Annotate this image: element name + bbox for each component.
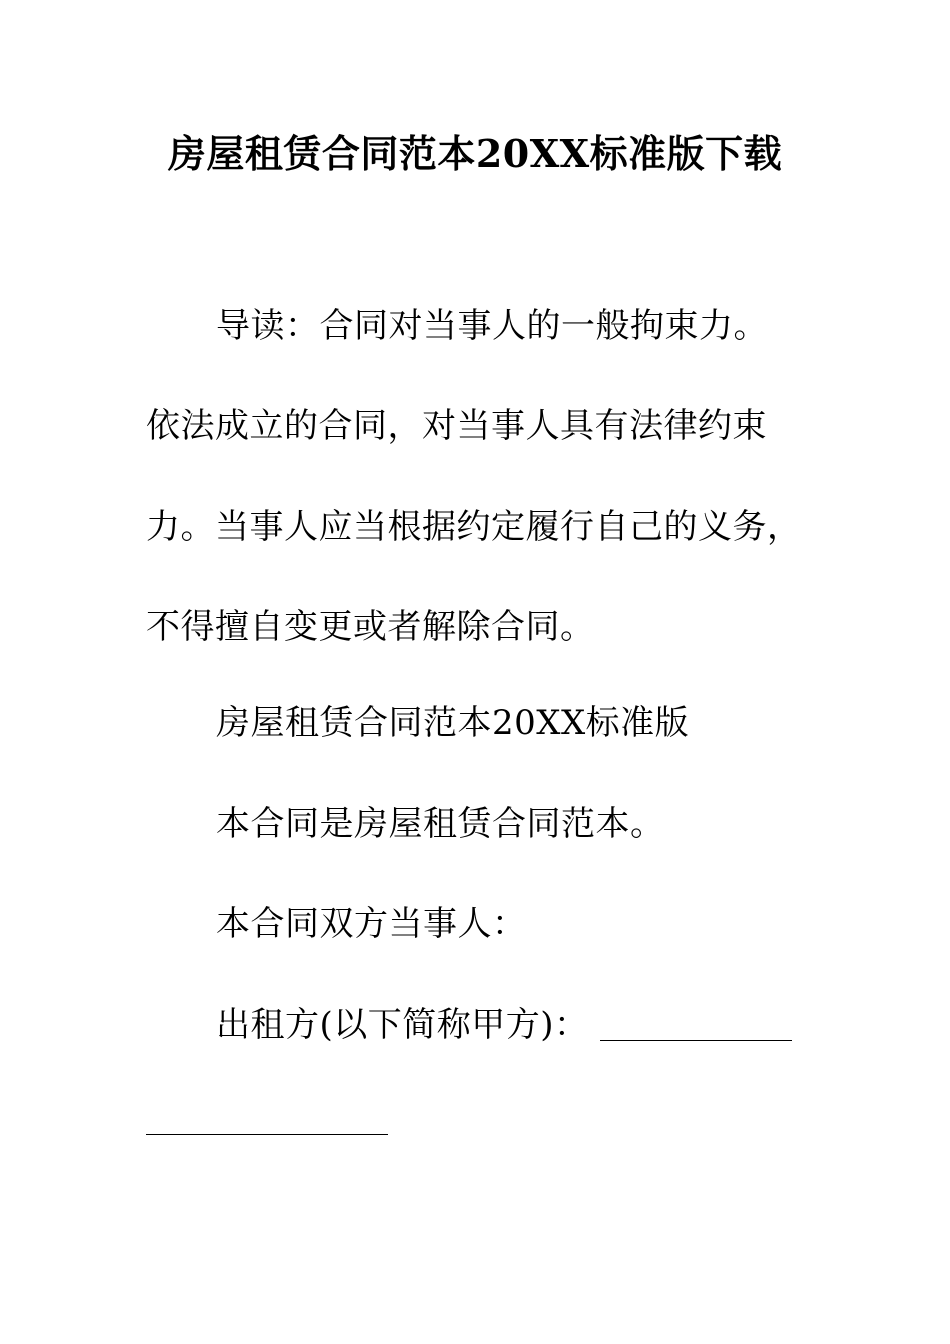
intro-line-4: 不得擅自变更或者解除合同。: [146, 607, 595, 647]
lessor-blank-line-continued: [146, 1134, 388, 1135]
lessor-label: 出租方(以下简称甲方)：: [216, 1005, 589, 1045]
intro-line-1: 导读：合同对当事人的一般拘束力。: [216, 306, 768, 346]
intro-line-3: 力。当事人应当根据约定履行自己的义务，: [146, 507, 802, 547]
section-subtitle: 房屋租赁合同范本20XX标准版: [216, 703, 690, 743]
document-title: 房屋租赁合同范本20XX标准版下载: [167, 131, 783, 176]
lessor-blank-line: [600, 1040, 792, 1041]
parties-heading: 本合同双方当事人：: [216, 904, 527, 944]
intro-line-2: 依法成立的合同，对当事人具有法律约束: [146, 406, 767, 446]
contract-statement: 本合同是房屋租赁合同范本。: [216, 804, 665, 844]
